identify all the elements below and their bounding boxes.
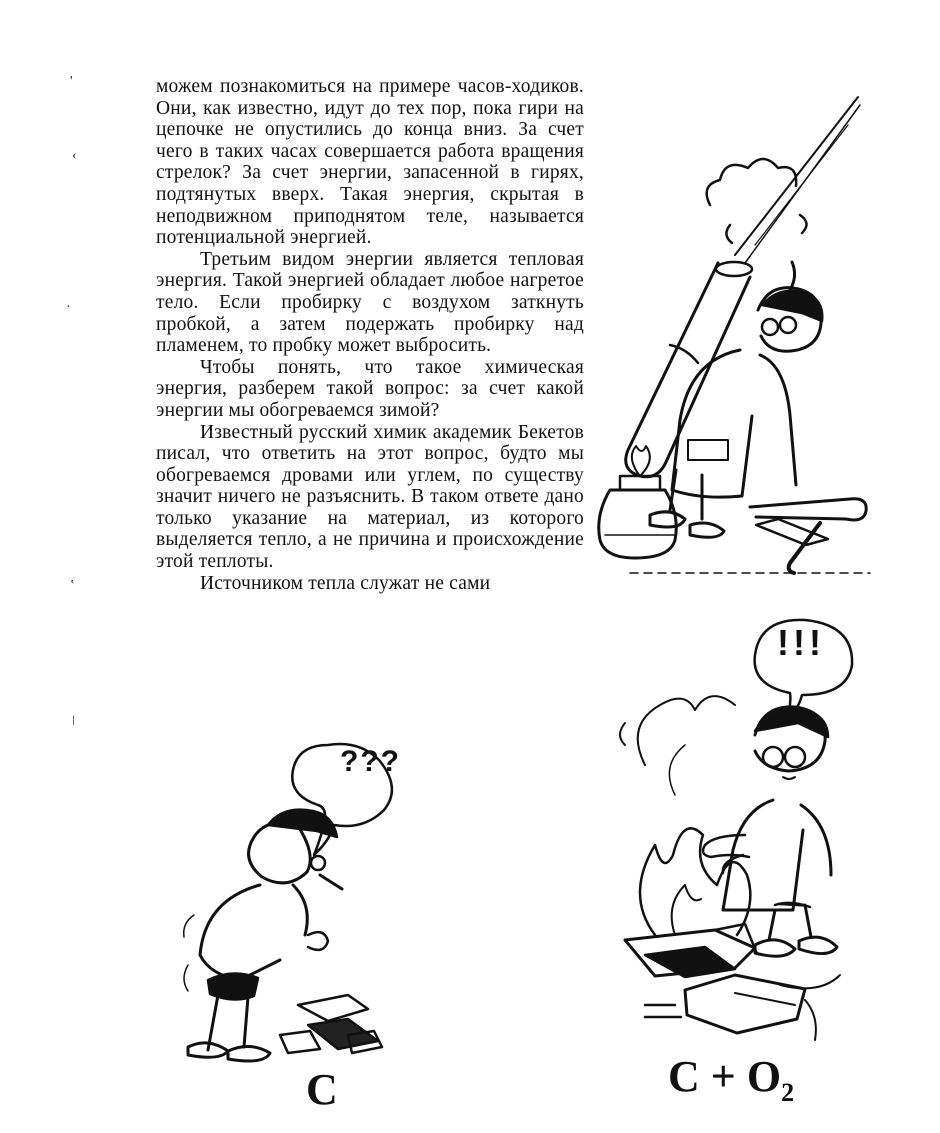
paragraph-4: Известный русский химик академик Бекетов писал, что ответить на этот вопрос, будто мы обогреваемся дровами или углем, по существу значит ничего не разъяснить. В таком ответе дано только указание на материал, из которого выделяется тепло, а не причина и происхождение этой теплоты. <box>156 421 584 573</box>
puzzled-boy-illustration <box>168 735 418 1065</box>
paragraph-3: Чтобы понять, что такое химическая энергия, разберем такой вопрос: за счет какой энергии мы обогреваемся зимой? <box>156 356 584 421</box>
paragraph-2: Третьим видом энергии является тепловая энергия. Такой энергией обладает любое нагретое тело. Если пробирку с воздухом заткнуть пробкой, а затем подержать пробирку над пламенем, то пробку может выбросить. <box>156 248 584 357</box>
margin-mark: ‛ <box>70 578 75 593</box>
test-tube-illustration <box>590 95 880 585</box>
caption-reaction <box>668 1052 795 1115</box>
margin-mark: ‹ <box>72 148 77 163</box>
fire-illustration <box>605 605 880 1045</box>
speech-bubble-exclamation-marks: !!! <box>777 622 825 663</box>
caption-carbon <box>306 1065 338 1114</box>
margin-mark: ' <box>70 74 73 89</box>
margin-mark: ǀ <box>72 714 75 729</box>
caption-reaction-subscript: 2 <box>781 1078 795 1107</box>
paragraph-1: можем познакомиться на примере часов-ходиков. Они, как известно, идут до тех пор, пока гири на цепочке не опустились до конца вниз. За счет чего в таких часах совершается работа вращения стрелок? За счет энергии, запасенной в гирях, подтянутых вверх. Такая энергия, скрытая в неподвижном приподнятом теле, называется потенциальной энергией. <box>156 76 584 249</box>
body-text <box>156 76 584 594</box>
thought-bubble-question-marks: ??? <box>340 745 401 778</box>
margin-mark: · <box>66 300 71 315</box>
caption-reaction-text: C + O <box>668 1052 782 1101</box>
caption-carbon-text: C <box>306 1065 338 1114</box>
paragraph-5: Источником тепла служат не сами <box>200 572 491 594</box>
